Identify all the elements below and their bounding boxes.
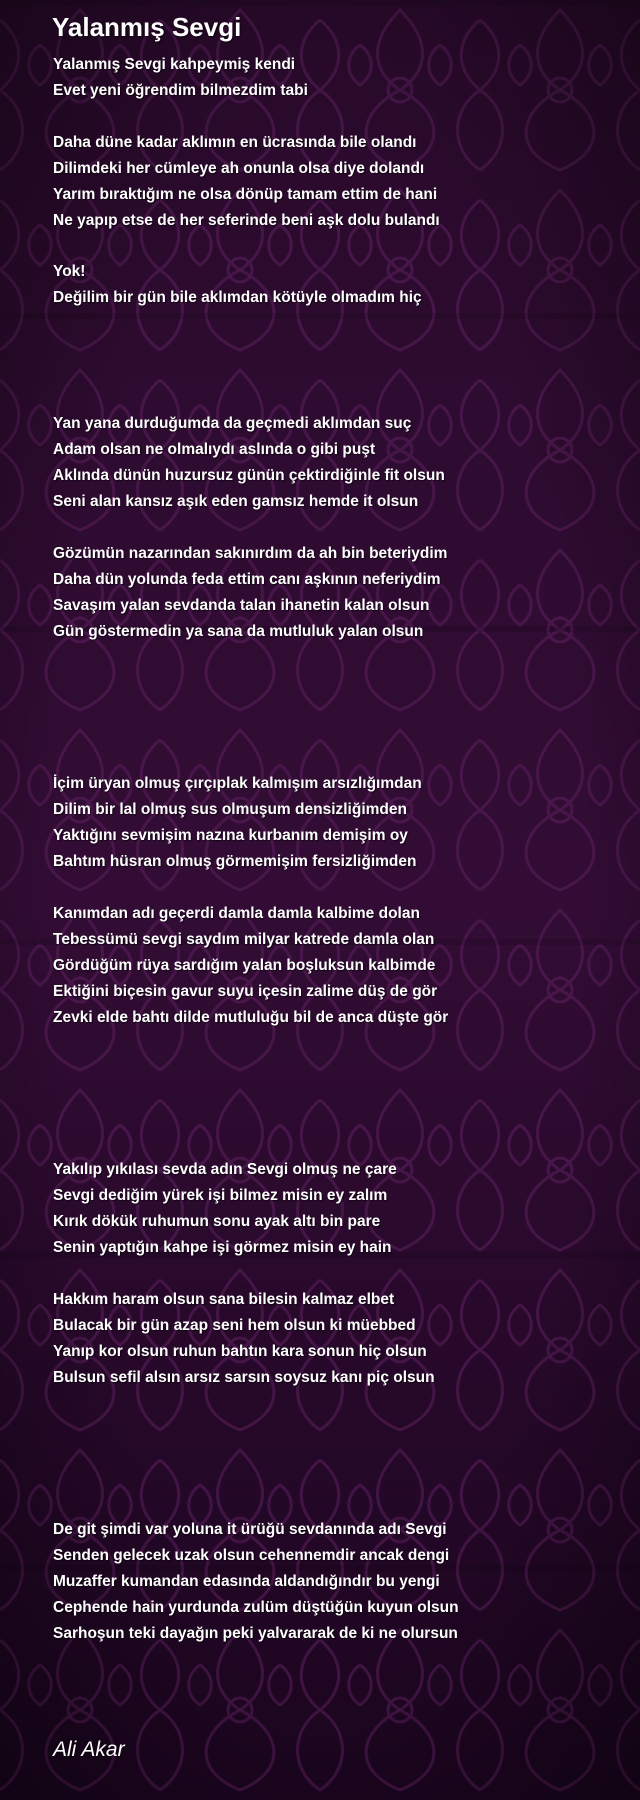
poem-line: Yanıp kor olsun ruhun bahtın kara sonun hiç olsun bbox=[53, 1343, 427, 1360]
poem-line: Yaktığını sevmişim nazına kurbanım demişim oy bbox=[53, 827, 408, 844]
poem-line: Sarhoşun teki dayağın peki yalvararak de ki ne olursun bbox=[53, 1625, 458, 1642]
poem-line: Ne yapıp etse de her seferinde beni aşk dolu bulandı bbox=[53, 212, 440, 229]
poem-line: De git şimdi var yoluna it ürüğü sevdanında adı Sevgi bbox=[53, 1521, 447, 1538]
poem-line: Evet yeni öğrendim bilmezdim tabi bbox=[53, 82, 308, 99]
stanza-5 bbox=[53, 541, 447, 645]
poem-line: Dilim bir lal olmuş sus olmuşum densizliğimden bbox=[53, 801, 407, 818]
poem-line: Dilimdeki her cümleye ah onunla olsa diye dolandı bbox=[53, 160, 425, 177]
poem-line: Seni alan kansız aşık eden gamsız hemde it olsun bbox=[53, 493, 419, 510]
poem-line: Bahtım hüsran olmuş görmemişim fersizliğimden bbox=[53, 853, 417, 870]
poem-line: Değilim bir gün bile aklımdan kötüyle olmadım hiç bbox=[53, 289, 422, 306]
poem-line: Savaşım yalan sevdanda talan ihanetin kalan olsun bbox=[53, 597, 430, 614]
poem-line: Zevki elde bahtı dilde mutluluğu bil de anca düşte gör bbox=[53, 1009, 449, 1026]
poem-line: Aklında dünün huzursuz günün çektirdiğinle fit olsun bbox=[53, 467, 445, 484]
poem-line: Tebessümü sevgi saydım milyar katrede damla olan bbox=[53, 931, 435, 948]
poem-line: Bulacak bir gün azap seni hem olsun ki müebbed bbox=[53, 1317, 416, 1334]
poem-line: Gözümün nazarından sakınırdım da ah bin beteriydim bbox=[53, 545, 448, 562]
poem-line: Yalanmış Sevgi kahpeymiş kendi bbox=[53, 56, 296, 73]
poem-line: Gördüğüm rüya sardığım yalan boşluksun kalbimde bbox=[53, 957, 436, 974]
poem-line: Daha düne kadar aklımın en ücrasında bile olandı bbox=[53, 134, 417, 151]
poem-line: Senden gelecek uzak olsun cehennemdir ancak dengi bbox=[53, 1547, 450, 1564]
poem-line: Sevgi dediğim yürek işi bilmez misin ey zalım bbox=[53, 1187, 388, 1204]
poem-line: Daha dün yolunda feda ettim canı aşkının neferiydim bbox=[53, 571, 441, 588]
stanza-1 bbox=[53, 52, 308, 104]
poem-line: Muzaffer kumandan edasında aldandığındır bu yengi bbox=[53, 1573, 440, 1590]
stanza-10 bbox=[53, 1517, 459, 1647]
poem-line: Kanımdan adı geçerdi damla damla kalbime dolan bbox=[53, 905, 420, 922]
poem-line: Bulsun sefil alsın arsız sarsın soysuz kanı piç olsun bbox=[53, 1369, 435, 1386]
stanza-7 bbox=[53, 901, 448, 1031]
poem-line: Yakılıp yıkılası sevda adın Sevgi olmuş ne çare bbox=[53, 1161, 397, 1178]
poem-line: Kırık dökük ruhumun sonu ayak altı bin pare bbox=[53, 1213, 381, 1230]
poem-line: Adam olsan ne olmalıydı aslında o gibi puşt bbox=[53, 441, 376, 458]
poem-line: Yok! bbox=[53, 263, 86, 280]
stanza-8 bbox=[53, 1157, 397, 1261]
poem-line: Yan yana durduğumda da geçmedi aklımdan suç bbox=[53, 415, 412, 432]
stanza-2 bbox=[53, 130, 440, 234]
poem-line: Senin yaptığın kahpe işi görmez misin ey hain bbox=[53, 1239, 392, 1256]
poem-line: Yarım bıraktığım ne olsa dönüp tamam ettim de hani bbox=[53, 186, 438, 203]
poem-line: Ektiğini biçesin gavur suyu içesin zalime düş de gör bbox=[53, 983, 438, 1000]
stanza-6 bbox=[53, 771, 422, 875]
poem-author: Ali Akar bbox=[53, 1738, 125, 1761]
poem-title: Yalanmış Sevgi bbox=[52, 12, 242, 42]
poem-line: İçim üryan olmuş çırçıplak kalmışım arsızlığımdan bbox=[53, 775, 422, 792]
poem-line: Cephende hain yurdunda zulüm düştüğün kuyun olsun bbox=[53, 1599, 459, 1616]
poem-line: Hakkım haram olsun sana bilesin kalmaz elbet bbox=[53, 1291, 395, 1308]
stanza-4 bbox=[53, 411, 445, 515]
poem-line: Gün göstermedin ya sana da mutluluk yalan olsun bbox=[53, 623, 424, 640]
stanza-9 bbox=[53, 1287, 435, 1391]
stanza-3 bbox=[53, 259, 422, 311]
